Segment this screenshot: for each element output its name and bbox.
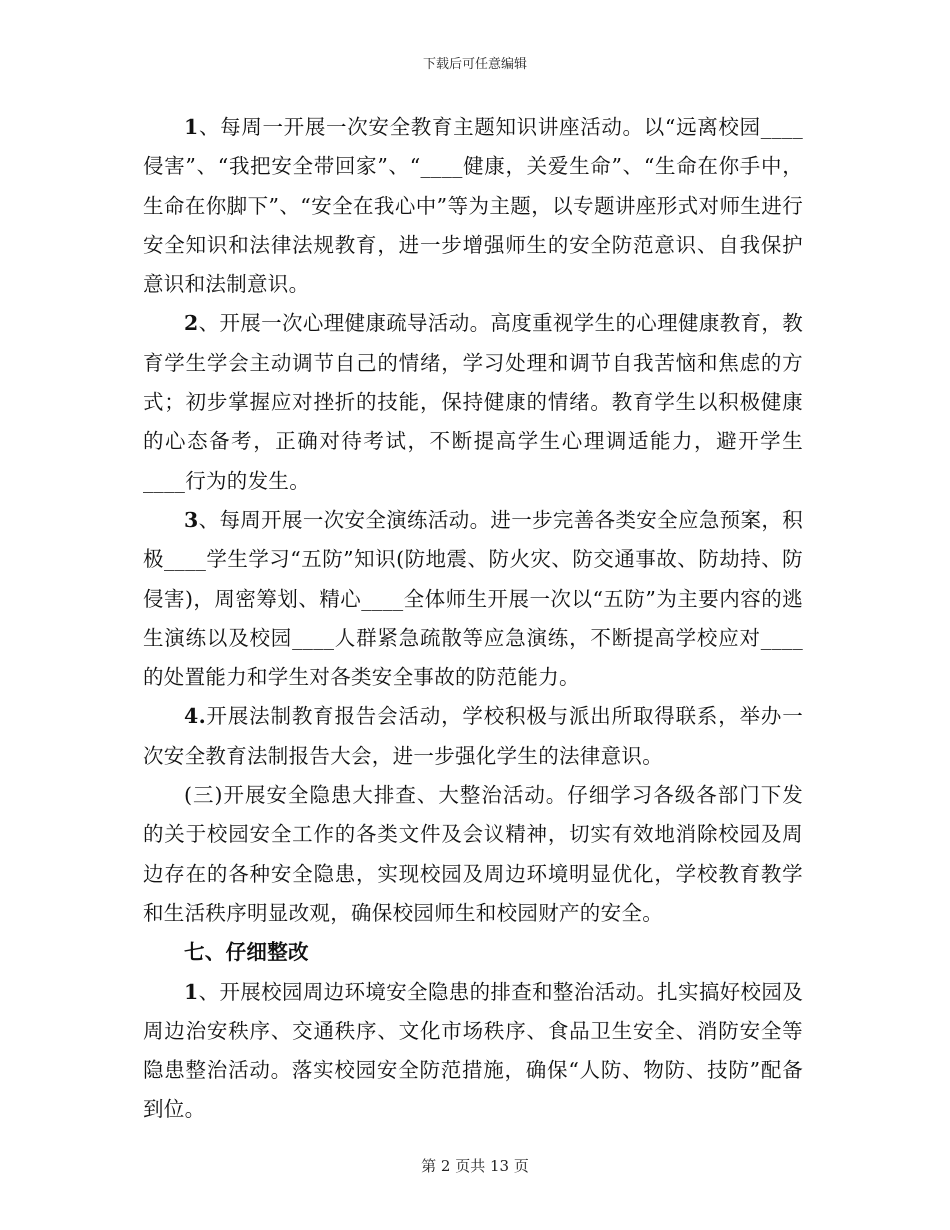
document-body bbox=[143, 108, 803, 1130]
section-title: 七、仔细整改 bbox=[184, 940, 309, 965]
paragraph-3 bbox=[143, 501, 803, 697]
paragraph-text: 、每周一开展一次安全教育主题知识讲座活动。以“远离校园____侵害”、“我把安全带回家”、“____健康，关爱生命”、“生命在你手中，生命在你脚下”、“安全在我心中”等为主题，以专题讲座形式对师生进行安全知识和法律法规教育，进一步增强师生的安全防范意识、自我保护意识和法制意识。 bbox=[143, 115, 803, 297]
paragraph-number: 3 bbox=[184, 507, 199, 532]
paragraph-text: 、开展校园周边环境安全隐患的排查和整治活动。扎实搞好校园及周边治安秩序、交通秩序、文化市场秩序、食品卫生安全、消防安全等隐患整治活动。落实校园安全防范措施，确保“人防、物防、技防”配备到位。 bbox=[143, 979, 803, 1122]
paragraph-number: 4. bbox=[184, 704, 207, 729]
paragraph-text: 开展法制教育报告会活动，学校积极与派出所取得联系，举办一次安全教育法制报告大会，进一步强化学生的法律意识。 bbox=[143, 704, 803, 768]
paragraph-number: 1 bbox=[184, 979, 199, 1004]
paragraph-1 bbox=[143, 108, 803, 304]
paragraph-text: 、每周开展一次安全演练活动。进一步完善各类安全应急预案，积极____学生学习“五防”知识(防地震、防火灾、防交通事故、防劫持、防侵害)，周密筹划、精心____全体师生开展一次以“五防”为主要内容的逃生演练以及校园____人群紧急疏散等应急演练，不断提高学校应对____的处置能力和学生对各类安全事故的防范能力。 bbox=[143, 507, 803, 690]
paragraph-number: 2 bbox=[184, 311, 199, 336]
header-note: 下载后可任意编辑 bbox=[422, 57, 527, 72]
paragraph-5 bbox=[143, 776, 803, 933]
paragraph-text: 、开展一次心理健康疏导活动。高度重视学生的心理健康教育，教育学生学会主动调节自己的情绪，学习处理和调节自我苦恼和焦虑的方式；初步掌握应对挫折的技能，保持健康的情绪。教育学生以积极健康的心态备考，正确对待考试，不断提高学生心理调适能力，避开学生____行为的发生。 bbox=[143, 311, 803, 493]
paragraph-number: 1 bbox=[184, 115, 199, 139]
paragraph-2 bbox=[143, 304, 803, 500]
section-paragraph-1 bbox=[143, 973, 803, 1130]
paragraph-text: (三)开展安全隐患大排查、大整治活动。仔细学习各级各部门下发的关于校园安全工作的各类文件及会议精神，切实有效地消除校园及周边存在的各种安全隐患，实现校园及周边环境明显优化，学校教育教学和生活秩序明显改观，确保校园师生和校园财产的安全。 bbox=[143, 783, 803, 925]
paragraph-4 bbox=[143, 697, 803, 776]
page-footer: 第 2 页共 13 页 bbox=[421, 1157, 529, 1175]
